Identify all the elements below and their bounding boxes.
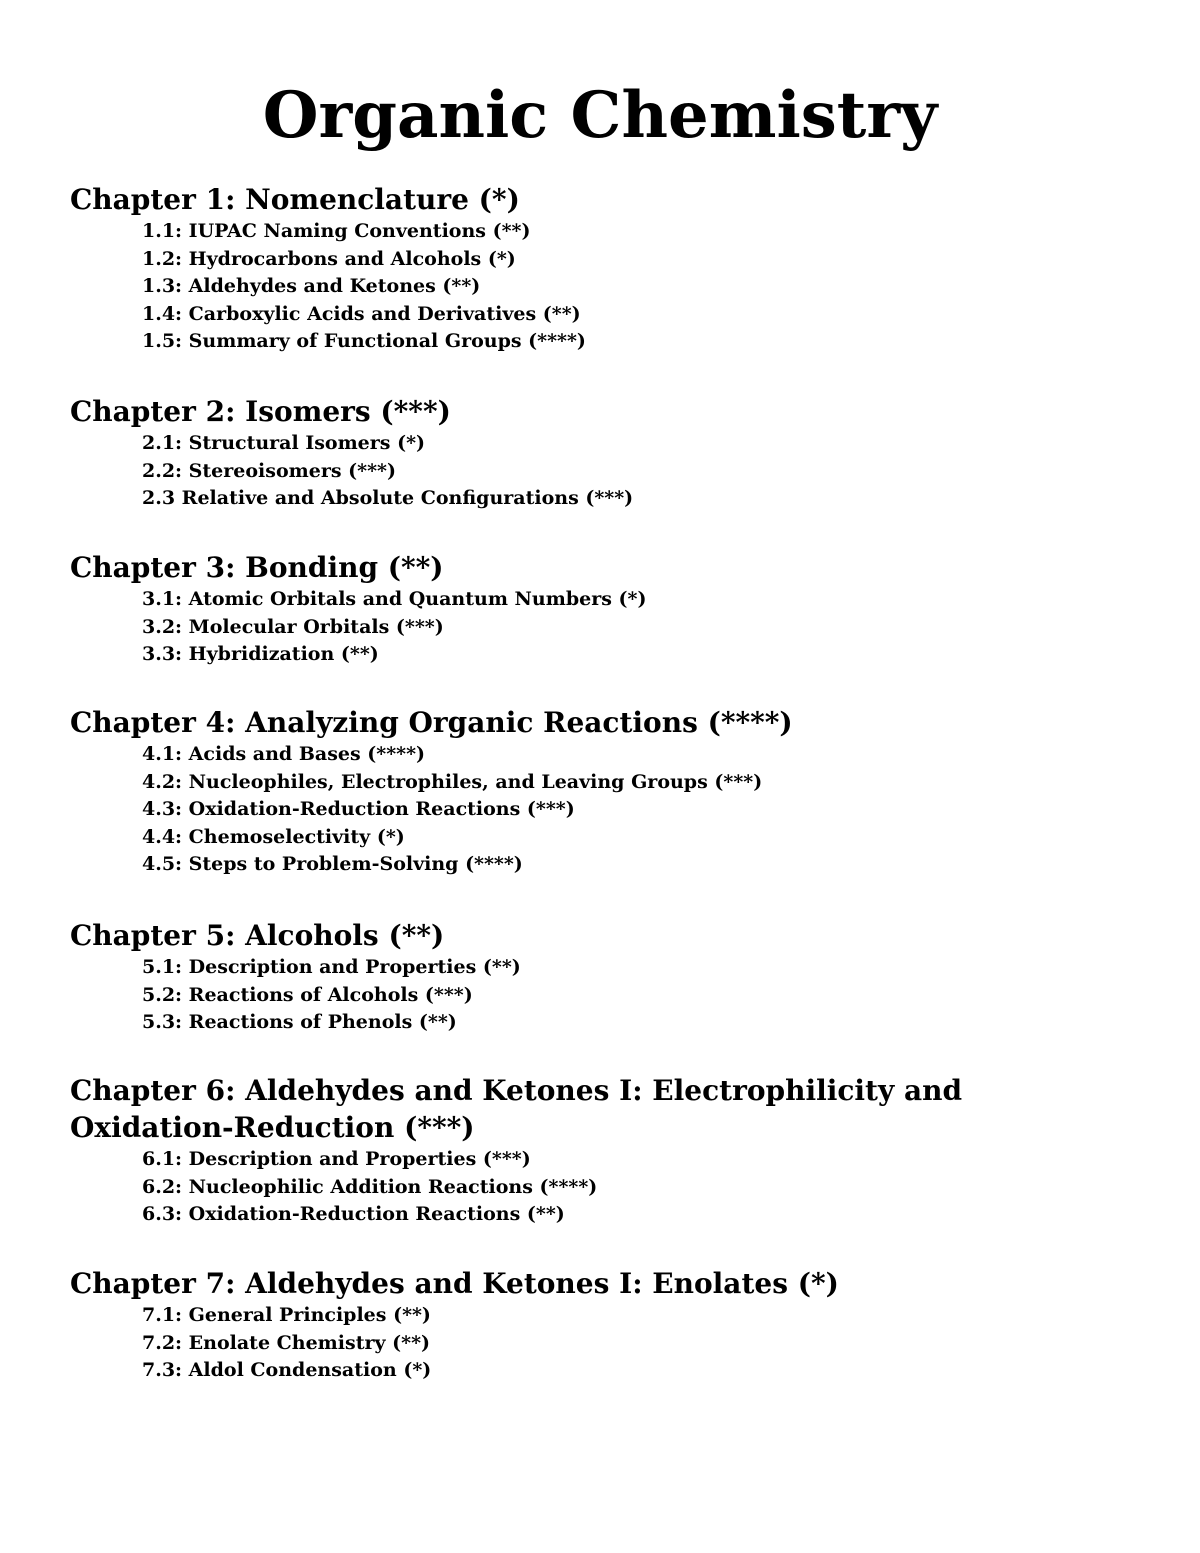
section-item: 1.5: Summary of Functional Groups (****) bbox=[142, 330, 586, 352]
chapter-heading: Chapter 1: Nomenclature (*) bbox=[70, 183, 520, 216]
section-list bbox=[70, 741, 1130, 879]
section-item: 3.2: Molecular Orbitals (***) bbox=[142, 615, 444, 638]
section-item: 2.1: Structural Isomers (*) bbox=[142, 432, 426, 454]
section-list bbox=[70, 1302, 1130, 1385]
section-item: 1.1: IUPAC Naming Conventions (**) bbox=[142, 220, 531, 242]
section-list bbox=[70, 430, 1130, 513]
chapter-2 bbox=[70, 393, 1130, 513]
section-item: 4.3: Oxidation-Reduction Reactions (***) bbox=[142, 798, 575, 820]
document-title: Organic Chemistry bbox=[262, 78, 938, 153]
section-list bbox=[70, 954, 1130, 1037]
section-list bbox=[70, 218, 1130, 356]
section-item: 5.1: Description and Properties (**) bbox=[142, 956, 521, 978]
section-item: 5.2: Reactions of Alcohols (***) bbox=[142, 983, 473, 1006]
section-item: 2.2: Stereoisomers (***) bbox=[142, 459, 396, 482]
section-item: 2.3 Relative and Absolute Configurations (***) bbox=[142, 487, 634, 509]
section-item: 4.5: Steps to Problem-Solving (****) bbox=[142, 853, 523, 875]
chapter-heading: Chapter 4: Analyzing Organic Reactions (****) bbox=[70, 706, 793, 739]
section-item: 3.1: Atomic Orbitals and Quantum Numbers (*) bbox=[142, 588, 647, 610]
chapter-3 bbox=[70, 549, 1130, 669]
chapter-heading: Chapter 5: Alcohols (**) bbox=[70, 919, 445, 952]
section-list bbox=[70, 1146, 1130, 1229]
section-item: 6.1: Description and Properties (***) bbox=[142, 1148, 531, 1170]
section-item: 7.1: General Principles (**) bbox=[142, 1304, 431, 1326]
section-list bbox=[70, 586, 1130, 669]
section-item: 6.2: Nucleophilic Addition Reactions (****) bbox=[142, 1175, 598, 1198]
chapter-heading: Chapter 6: Aldehydes and Ketones I: Electrophilicity and Oxidation-Reduction (***) bbox=[70, 1074, 963, 1144]
section-item: 1.4: Carboxylic Acids and Derivatives (**) bbox=[142, 302, 581, 325]
chapter-1 bbox=[70, 181, 1130, 356]
chapter-4 bbox=[70, 704, 1130, 879]
section-item: 5.3: Reactions of Phenols (**) bbox=[142, 1011, 457, 1033]
section-item: 4.4: Chemoselectivity (*) bbox=[142, 825, 405, 848]
chapter-5 bbox=[70, 917, 1130, 1037]
chapter-heading: Chapter 3: Bonding (**) bbox=[70, 551, 444, 584]
section-item: 4.2: Nucleophiles, Electrophiles, and Leaving Groups (***) bbox=[142, 770, 763, 793]
section-item: 1.3: Aldehydes and Ketones (**) bbox=[142, 275, 481, 297]
chapter-6 bbox=[70, 1072, 1130, 1229]
section-item: 6.3: Oxidation-Reduction Reactions (**) bbox=[142, 1203, 565, 1225]
chapter-7 bbox=[70, 1265, 1130, 1385]
section-item: 7.2: Enolate Chemistry (**) bbox=[142, 1331, 430, 1354]
section-item: 1.2: Hydrocarbons and Alcohols (*) bbox=[142, 247, 516, 270]
chapter-heading: Chapter 7: Aldehydes and Ketones I: Enolates (*) bbox=[70, 1267, 839, 1300]
section-item: 3.3: Hybridization (**) bbox=[142, 643, 379, 665]
chapter-heading: Chapter 2: Isomers (***) bbox=[70, 395, 451, 428]
section-item: 4.1: Acids and Bases (****) bbox=[142, 743, 426, 765]
section-item: 7.3: Aldol Condensation (*) bbox=[142, 1359, 432, 1381]
